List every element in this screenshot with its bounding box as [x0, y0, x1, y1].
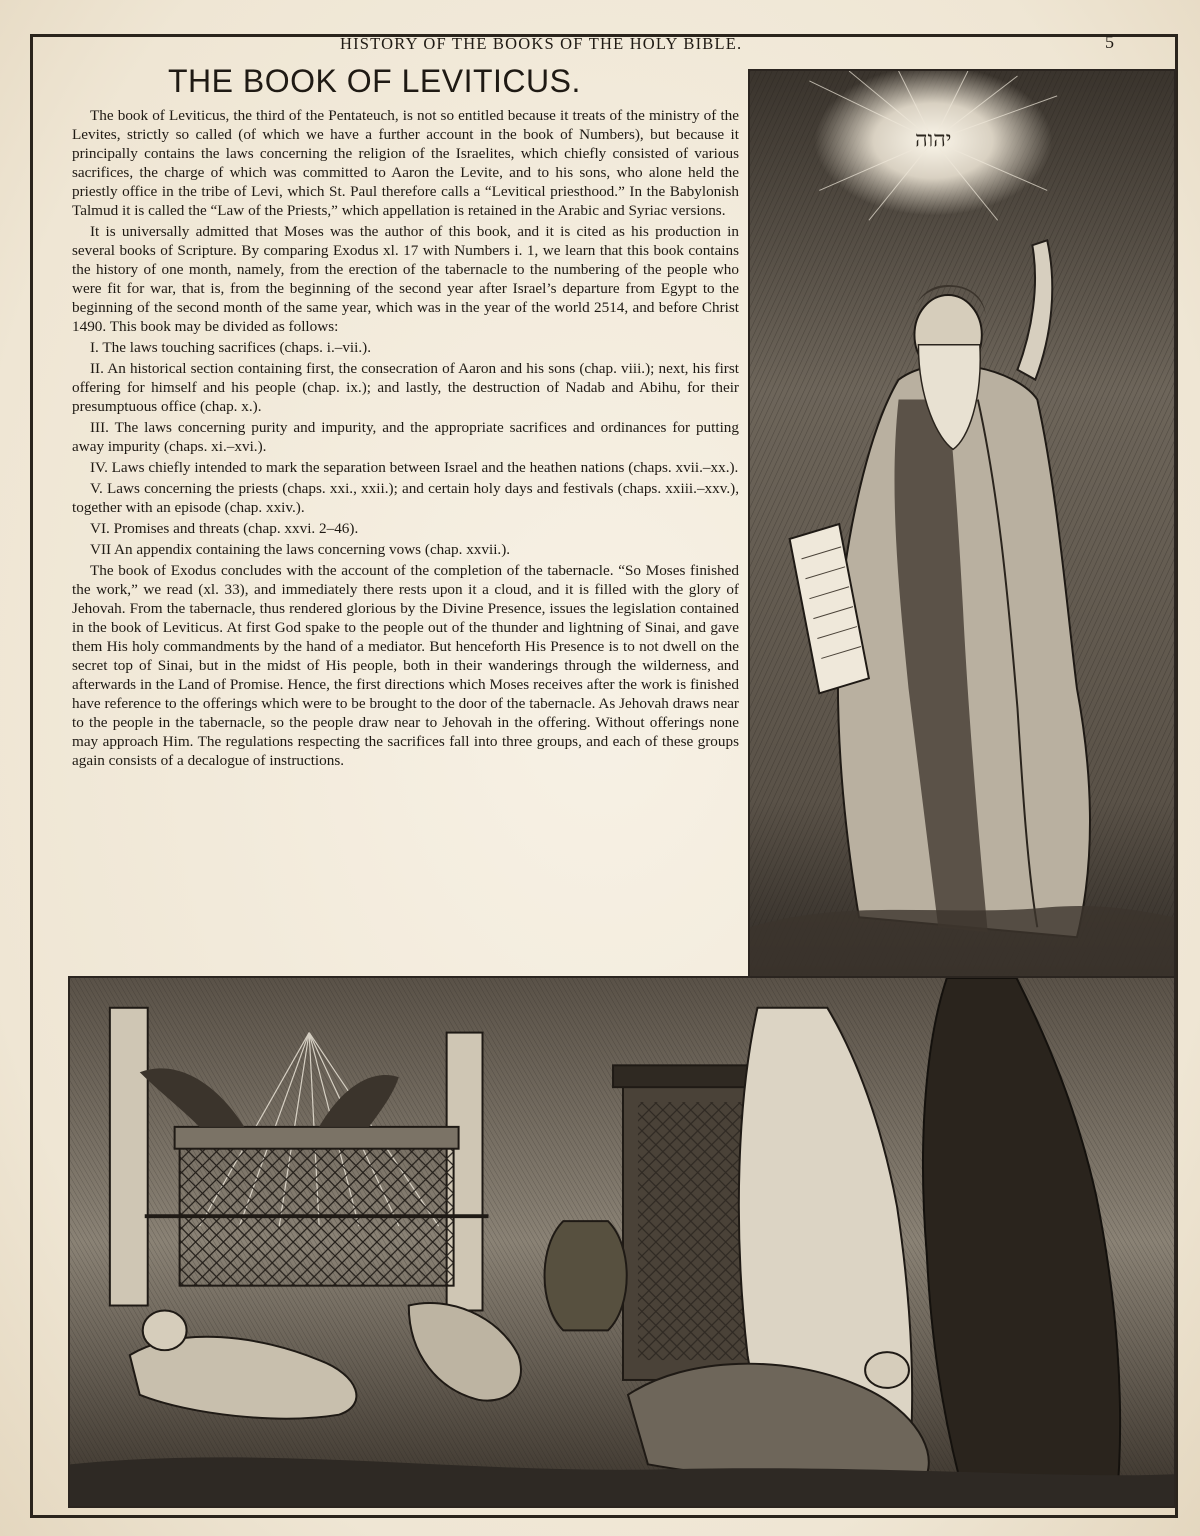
paragraph: I. The laws touching sacrifices (chaps. i.–vii.).: [90, 339, 372, 356]
body-text: [72, 106, 739, 770]
page-title: THE BOOK OF LEVITICUS.: [168, 63, 581, 99]
page-number: 5: [1105, 32, 1114, 52]
paragraph: II. An historical section containing first, the consecration of Aaron and his sons (chap. viii.); next, his first offering for himself and his people (chap. ix.); and lastly, the destruction of Nadab and Abihu, for their presumptuous office (chap. x.).: [72, 360, 739, 415]
paragraph: It is universally admitted that Moses was the author of this book, and it is cited as his production in several books of Scripture. By comparing Exodus xl. 17 with Numbers i. 1, we learn that this book contains the history of one month, namely, from the erection of the tabernacle to the numbering of the people who were fit for war, that is, from the beginning of the second year after Israel’s departure from Egypt to the beginning of the second month of the same year, which was in the year of the world 2514, and before Christ 1490. This book may be divided as follows:: [72, 223, 739, 335]
tabernacle-engraving-art: [70, 978, 1174, 1506]
moses-engraving-art: [750, 71, 1174, 983]
tabernacle-engraving: [68, 976, 1176, 1508]
moses-engraving: [748, 69, 1176, 985]
paragraph: III. The laws concerning purity and impurity, and the appropriate sacrifices and ordinances for putting away impurity (chaps. xi.–xvi.).: [72, 419, 739, 455]
paragraph: VII An appendix containing the laws concerning vows (chap. xxvii.).: [90, 541, 511, 558]
running-head: HISTORY OF THE BOOKS OF THE HOLY BIBLE.: [340, 34, 743, 53]
paragraph: V. Laws concerning the priests (chaps. xxi., xxii.); and certain holy days and festivals (chaps. xxiii.–xxv.), together with an episode (chap. xxiv.).: [72, 480, 739, 516]
paragraph: IV. Laws chiefly intended to mark the separation between Israel and the heathen nations (chaps. xvii.–xx.).: [90, 459, 739, 476]
paragraph: The book of Leviticus, the third of the Pentateuch, is not so entitled because it treats of the ministry of the Levites, strictly so called (of which we have a further account in the book of Numbers), but because it principally contains the laws concerning the religion of the Israelites, which chiefly consisted of various sacrifices, the charge of which was committed to Aaron the Levite, and to his sons, who alone held the priestly office in the tribe of Levi, which St. Paul therefore calls a “Levitical priesthood.” In the Babylonish Talmud it is called the “Law of the Priests,” which appellation is retained in the Arabic and Syriac versions.: [72, 107, 739, 219]
paragraph: The book of Exodus concludes with the account of the completion of the tabernacle. “So Moses finished the work,” we read (xl. 33), and immediately there rests upon it a cloud, and it is filled with the glory of Jehovah. From the tabernacle, thus rendered glorious by the Divine Presence, issues the legislation contained in the book of Leviticus. At first God spake to the people out of the thunder and lightning of Sinai, and gave them His holy commandments by the hand of a mediator. But henceforth His Presence is to not dwell on the secret top of Sinai, but in the midst of His people, both in their wanderings through the wilderness, and afterwards in the Land of Promise. Hence, the first directions which Moses receives after the work is finished have reference to the offerings which were to be brought to the door of the tabernacle. As Jehovah draws near to the people in the tabernacle, so the people draw near to Jehovah in the offering. Without offerings none may approach Him. The regulations respecting the sacrifices fall into three groups, and each of these groups again consists of a decalogue of instructions.: [72, 562, 739, 769]
paragraph: VI. Promises and threats (chap. xxvi. 2–46).: [90, 520, 359, 537]
divine-name-label: יהוה: [915, 127, 952, 153]
